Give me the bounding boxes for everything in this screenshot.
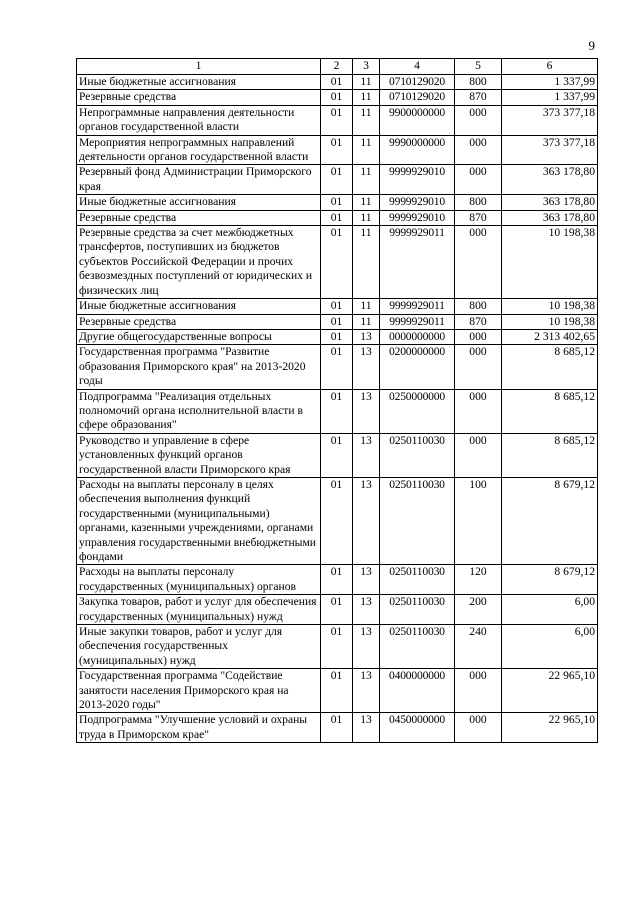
table-row xyxy=(77,75,598,90)
table-row xyxy=(77,314,598,329)
amount-cell: 8 685,12 xyxy=(502,345,598,389)
expense-type-cell: 120 xyxy=(455,565,502,595)
expense-type-cell: 000 xyxy=(455,329,502,344)
amount-cell: 363 178,80 xyxy=(502,195,598,210)
subsection-code-cell: 11 xyxy=(353,210,380,225)
row-name-cell: Закупка товаров, работ и услуг для обеспечения государственных (муниципальных) нужд xyxy=(77,595,321,625)
section-code-cell: 01 xyxy=(321,565,353,595)
table-header-row xyxy=(77,59,598,75)
subsection-code-cell: 11 xyxy=(353,105,380,135)
expense-type-cell: 000 xyxy=(455,389,502,433)
subsection-code-cell: 11 xyxy=(353,90,380,105)
expense-type-cell: 870 xyxy=(455,314,502,329)
table-row xyxy=(77,329,598,344)
row-name-cell: Резервные средства xyxy=(77,210,321,225)
section-code-cell: 01 xyxy=(321,345,353,389)
row-name-cell: Государственная программа "Развитие образования Приморского края" на 2013-2020 годы xyxy=(77,345,321,389)
target-article-cell: 0450000000 xyxy=(380,713,455,743)
amount-cell: 373 377,18 xyxy=(502,105,598,135)
table-row xyxy=(77,595,598,625)
amount-cell: 373 377,18 xyxy=(502,135,598,165)
amount-cell: 363 178,80 xyxy=(502,165,598,195)
table-row xyxy=(77,713,598,743)
target-article-cell: 0400000000 xyxy=(380,669,455,713)
row-name-cell: Расходы на выплаты персоналу государственных (муниципальных) органов xyxy=(77,565,321,595)
section-code-cell: 01 xyxy=(321,165,353,195)
target-article-cell: 9999929011 xyxy=(380,314,455,329)
section-code-cell: 01 xyxy=(321,669,353,713)
table-row xyxy=(77,345,598,389)
expense-type-cell: 000 xyxy=(455,165,502,195)
expense-type-cell: 000 xyxy=(455,105,502,135)
section-code-cell: 01 xyxy=(321,135,353,165)
table-row xyxy=(77,669,598,713)
subsection-code-cell: 11 xyxy=(353,135,380,165)
target-article-cell: 0250000000 xyxy=(380,389,455,433)
column-header: 3 xyxy=(353,59,380,75)
section-code-cell: 01 xyxy=(321,314,353,329)
target-article-cell: 0000000000 xyxy=(380,329,455,344)
table-row xyxy=(77,433,598,477)
expense-type-cell: 800 xyxy=(455,299,502,314)
row-name-cell: Подпрограмма "Реализация отдельных полномочий органа исполнительной власти в сфере образования" xyxy=(77,389,321,433)
table-body xyxy=(77,75,598,743)
subsection-code-cell: 13 xyxy=(353,329,380,344)
row-name-cell: Непрограммные направления деятельности органов государственной власти xyxy=(77,105,321,135)
subsection-code-cell: 13 xyxy=(353,477,380,564)
expense-type-cell: 000 xyxy=(455,433,502,477)
section-code-cell: 01 xyxy=(321,210,353,225)
section-code-cell: 01 xyxy=(321,625,353,669)
target-article-cell: 9999929011 xyxy=(380,226,455,299)
table-row xyxy=(77,565,598,595)
table-row xyxy=(77,477,598,564)
amount-cell: 8 679,12 xyxy=(502,477,598,564)
expense-type-cell: 000 xyxy=(455,345,502,389)
amount-cell: 22 965,10 xyxy=(502,669,598,713)
amount-cell: 22 965,10 xyxy=(502,713,598,743)
expense-type-cell: 240 xyxy=(455,625,502,669)
table-row xyxy=(77,625,598,669)
row-name-cell: Руководство и управление в сфере установленных функций органов государственной власти Приморского края xyxy=(77,433,321,477)
subsection-code-cell: 13 xyxy=(353,565,380,595)
section-code-cell: 01 xyxy=(321,713,353,743)
column-header: 2 xyxy=(321,59,353,75)
expense-type-cell: 870 xyxy=(455,210,502,225)
amount-cell: 6,00 xyxy=(502,595,598,625)
amount-cell: 8 679,12 xyxy=(502,565,598,595)
subsection-code-cell: 13 xyxy=(353,345,380,389)
target-article-cell: 0250110030 xyxy=(380,433,455,477)
section-code-cell: 01 xyxy=(321,477,353,564)
amount-cell: 6,00 xyxy=(502,625,598,669)
row-name-cell: Подпрограмма "Улучшение условий и охраны труда в Приморском крае" xyxy=(77,713,321,743)
section-code-cell: 01 xyxy=(321,90,353,105)
section-code-cell: 01 xyxy=(321,433,353,477)
row-name-cell: Иные бюджетные ассигнования xyxy=(77,195,321,210)
section-code-cell: 01 xyxy=(321,226,353,299)
subsection-code-cell: 11 xyxy=(353,195,380,210)
expense-type-cell: 000 xyxy=(455,669,502,713)
page-number: 9 xyxy=(588,38,595,53)
subsection-code-cell: 11 xyxy=(353,226,380,299)
amount-cell: 10 198,38 xyxy=(502,314,598,329)
expense-type-cell: 870 xyxy=(455,90,502,105)
target-article-cell: 9990000000 xyxy=(380,135,455,165)
amount-cell: 2 313 402,65 xyxy=(502,329,598,344)
subsection-code-cell: 11 xyxy=(353,314,380,329)
subsection-code-cell: 11 xyxy=(353,165,380,195)
subsection-code-cell: 13 xyxy=(353,595,380,625)
amount-cell: 10 198,38 xyxy=(502,226,598,299)
column-header: 6 xyxy=(502,59,598,75)
amount-cell: 8 685,12 xyxy=(502,433,598,477)
amount-cell: 1 337,99 xyxy=(502,90,598,105)
target-article-cell: 9999929010 xyxy=(380,210,455,225)
target-article-cell: 0200000000 xyxy=(380,345,455,389)
column-header: 5 xyxy=(455,59,502,75)
row-name-cell: Иные закупки товаров, работ и услуг для обеспечения государственных (муниципальных) нужд xyxy=(77,625,321,669)
section-code-cell: 01 xyxy=(321,75,353,90)
subsection-code-cell: 13 xyxy=(353,669,380,713)
row-name-cell: Мероприятия непрограммных направлений деятельности органов государственной власти xyxy=(77,135,321,165)
table-row xyxy=(77,135,598,165)
target-article-cell: 0710129020 xyxy=(380,75,455,90)
expense-type-cell: 000 xyxy=(455,135,502,165)
expense-type-cell: 800 xyxy=(455,195,502,210)
budget-table xyxy=(76,58,598,743)
target-article-cell: 9999929011 xyxy=(380,299,455,314)
table-row xyxy=(77,90,598,105)
section-code-cell: 01 xyxy=(321,299,353,314)
table-row xyxy=(77,226,598,299)
expense-type-cell: 200 xyxy=(455,595,502,625)
amount-cell: 1 337,99 xyxy=(502,75,598,90)
section-code-cell: 01 xyxy=(321,389,353,433)
target-article-cell: 0250110030 xyxy=(380,565,455,595)
table-row xyxy=(77,165,598,195)
table-row xyxy=(77,210,598,225)
table-row xyxy=(77,389,598,433)
amount-cell: 363 178,80 xyxy=(502,210,598,225)
column-header: 4 xyxy=(380,59,455,75)
target-article-cell: 9900000000 xyxy=(380,105,455,135)
subsection-code-cell: 13 xyxy=(353,433,380,477)
section-code-cell: 01 xyxy=(321,105,353,135)
target-article-cell: 0250110030 xyxy=(380,595,455,625)
target-article-cell: 9999929010 xyxy=(380,195,455,210)
amount-cell: 10 198,38 xyxy=(502,299,598,314)
expense-type-cell: 000 xyxy=(455,226,502,299)
row-name-cell: Государственная программа "Содействие занятости населения Приморского края на 2013-2020 годы" xyxy=(77,669,321,713)
subsection-code-cell: 11 xyxy=(353,299,380,314)
row-name-cell: Иные бюджетные ассигнования xyxy=(77,75,321,90)
subsection-code-cell: 13 xyxy=(353,625,380,669)
table-row xyxy=(77,299,598,314)
row-name-cell: Другие общегосударственные вопросы xyxy=(77,329,321,344)
row-name-cell: Расходы на выплаты персоналу в целях обеспечения выполнения функций государственными (муниципальными) органами, казенными учреждениями, органами управления государственными внебюджетными фондами xyxy=(77,477,321,564)
target-article-cell: 9999929010 xyxy=(380,165,455,195)
subsection-code-cell: 13 xyxy=(353,713,380,743)
subsection-code-cell: 13 xyxy=(353,389,380,433)
expense-type-cell: 100 xyxy=(455,477,502,564)
target-article-cell: 0710129020 xyxy=(380,90,455,105)
target-article-cell: 0250110030 xyxy=(380,477,455,564)
column-header: 1 xyxy=(77,59,321,75)
row-name-cell: Иные бюджетные ассигнования xyxy=(77,299,321,314)
row-name-cell: Резервные средства за счет межбюджетных трансфертов, поступивших из бюджетов субъектов Российской Федерации и прочих безвозмездных поступлений от юридических и физических лиц xyxy=(77,226,321,299)
row-name-cell: Резервные средства xyxy=(77,314,321,329)
table-row xyxy=(77,105,598,135)
row-name-cell: Резервный фонд Администрации Приморского края xyxy=(77,165,321,195)
expense-type-cell: 800 xyxy=(455,75,502,90)
table-row xyxy=(77,195,598,210)
section-code-cell: 01 xyxy=(321,595,353,625)
amount-cell: 8 685,12 xyxy=(502,389,598,433)
row-name-cell: Резервные средства xyxy=(77,90,321,105)
section-code-cell: 01 xyxy=(321,195,353,210)
expense-type-cell: 000 xyxy=(455,713,502,743)
section-code-cell: 01 xyxy=(321,329,353,344)
target-article-cell: 0250110030 xyxy=(380,625,455,669)
subsection-code-cell: 11 xyxy=(353,75,380,90)
